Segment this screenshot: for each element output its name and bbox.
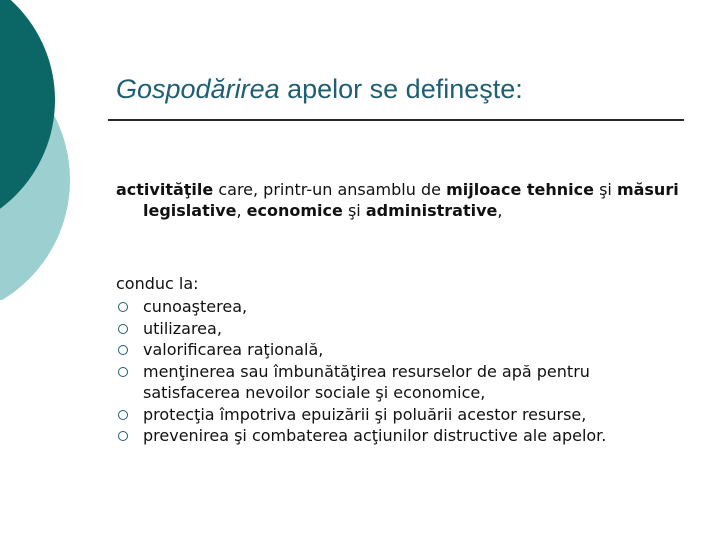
definition-text: , [497, 201, 503, 220]
hollow-circle-bullet-icon [118, 367, 128, 377]
decorative-circles [0, 0, 100, 300]
term-activities: activităţile [116, 180, 214, 199]
term-technical-means: mijloace tehnice [446, 180, 594, 199]
bullet-list [116, 296, 686, 447]
bullet-text: cunoaşterea, [143, 297, 248, 316]
bullet-text: utilizarea, [143, 318, 222, 338]
term-administrative: administrative [365, 201, 498, 220]
list-item [116, 318, 686, 340]
bullet-text: valorificarea raţională, [143, 340, 324, 359]
title-rest: apelor se defineşte: [279, 74, 523, 104]
hollow-circle-bullet-icon [118, 431, 128, 441]
list-item [116, 296, 686, 318]
definition-text: , [236, 201, 247, 220]
definition-text: şi [593, 180, 617, 199]
list-item [116, 404, 686, 426]
title-underline [108, 119, 684, 121]
title-emphasis: Gospodărirea [116, 74, 280, 104]
definition-paragraph [116, 179, 703, 221]
definition-text: care, printr-un ansamblu de [213, 180, 447, 199]
bullet-text: protecţia împotriva epuizării şi poluării acestor resurse, [143, 404, 587, 424]
list-item [116, 425, 686, 447]
term-legislative-measures: măsuri legislative [143, 180, 679, 220]
lead-text: conduc la: [116, 274, 199, 293]
list-item [116, 361, 686, 404]
term-economic: economice [246, 201, 343, 220]
bullet-text: prevenirea şi combaterea acţiunilor distructive ale apelor. [143, 426, 607, 445]
hollow-circle-bullet-icon [118, 302, 128, 312]
hollow-circle-bullet-icon [118, 324, 128, 334]
hollow-circle-bullet-icon [118, 345, 128, 355]
list-item [116, 339, 686, 361]
slide-title [116, 74, 686, 105]
definition-text: şi [342, 201, 366, 220]
bullet-text: menţinerea sau îmbunătăţirea resurselor de apă pentru satisfacerea nevoilor sociale şi economice, [143, 361, 590, 402]
hollow-circle-bullet-icon [118, 410, 128, 420]
